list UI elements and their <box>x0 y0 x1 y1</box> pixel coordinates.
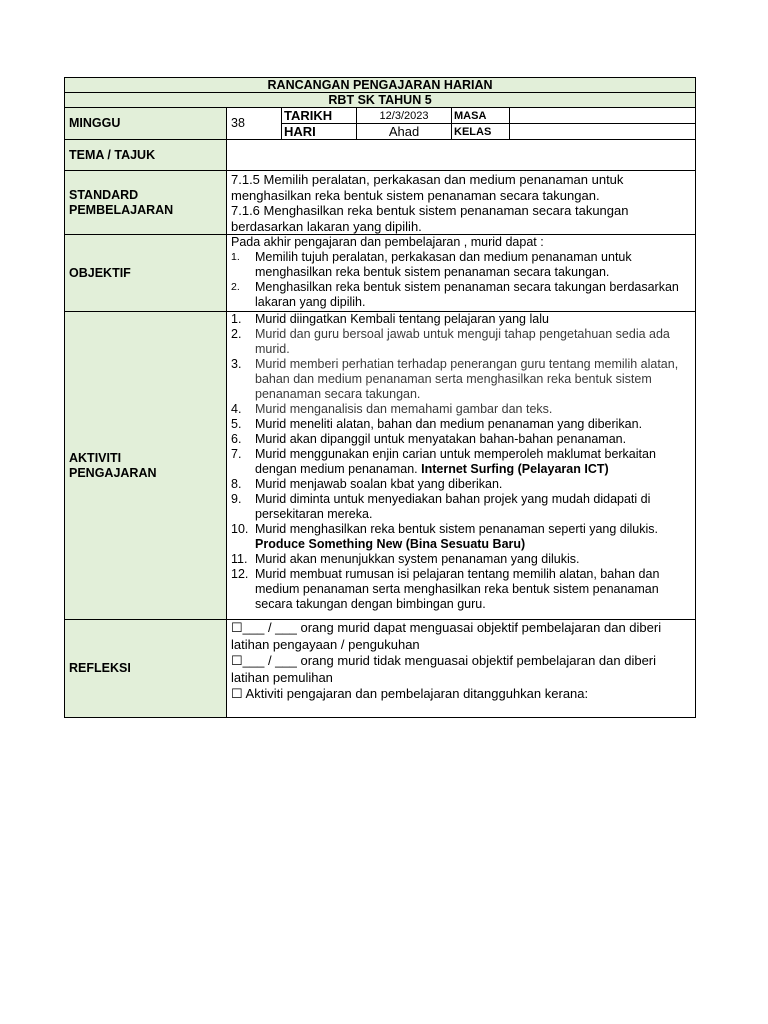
aktiviti-item-number: 2. <box>231 327 242 341</box>
aktiviti-item-text <box>255 567 691 612</box>
aktiviti-item-highlight: Internet Surfing (Pelayaran ICT) <box>421 462 609 476</box>
standard-content <box>227 171 696 235</box>
aktiviti-item <box>231 552 691 567</box>
masa-label: MASA <box>452 108 510 124</box>
aktiviti-item-number: 10. <box>231 522 249 536</box>
aktiviti-item-text <box>255 417 691 432</box>
aktiviti-item-number: 4. <box>231 402 242 416</box>
refleksi-line-3: ☐ Aktiviti pengajaran dan pembelajaran ditangguhkan kerana: <box>231 686 589 701</box>
list-item: 1. Memilih tujuh peralatan, perkakasan dan medium penanaman untuk menghasilkan reka bentuk sistem penanaman secara takungan. <box>231 250 691 280</box>
aktiviti-item-body: Murid membuat rumusan isi pelajaran tentang memilih alatan, bahan dan medium penanaman serta menghasilkan reka bentuk sistem penanaman secara takungan dengan bimbingan guru. <box>255 567 660 611</box>
aktiviti-item <box>231 402 691 417</box>
aktiviti-item-text <box>255 402 691 417</box>
lesson-plan-document <box>64 77 695 718</box>
tarikh-label: TARIKH <box>282 108 357 124</box>
aktiviti-content <box>227 312 696 620</box>
objektif-intro: Pada akhir pengajaran dan pembelajaran , murid dapat : <box>231 235 544 249</box>
kelas-label: KELAS <box>452 124 510 140</box>
aktiviti-item-number: 5. <box>231 417 242 431</box>
aktiviti-item-body: Murid memberi perhatian terhadap penerangan guru tentang memilih alatan, bahan dan medium penanaman serta menghasilkan reka bentuk sistem penanaman secara takungan. <box>255 357 679 401</box>
refleksi-label: REFLEKSI <box>65 620 227 718</box>
aktiviti-item-text <box>255 552 691 567</box>
objektif-list <box>231 250 691 310</box>
aktiviti-item-body: Murid menganalisis dan memahami gambar dan teks. <box>255 402 553 416</box>
aktiviti-item <box>231 447 691 477</box>
aktiviti-item-text <box>255 492 691 522</box>
aktiviti-item <box>231 522 691 552</box>
aktiviti-item-number: 7. <box>231 447 242 461</box>
refleksi-line-2: ☐___ / ___ orang murid tidak menguasai objektif pembelajaran dan diberi latihan pemulihan <box>231 653 657 685</box>
aktiviti-item-body: Murid akan menunjukkan system penanaman yang dilukis. <box>255 552 580 566</box>
aktiviti-item-number: 6. <box>231 432 242 446</box>
tema-label: TEMA / TAJUK <box>65 140 227 171</box>
aktiviti-item-number: 11. <box>231 552 248 566</box>
document-title: RANCANGAN PENGAJARAN HARIAN <box>65 78 696 93</box>
aktiviti-item-highlight: Produce Something New (Bina Sesuatu Baru) <box>255 537 526 551</box>
aktiviti-item-number: 12. <box>231 567 249 581</box>
aktiviti-label-text: AKTIVITI PENGAJARAN <box>69 450 157 480</box>
objektif-content <box>227 235 696 312</box>
tema-value <box>227 140 696 171</box>
refleksi-line-1: ☐___ / ___ orang murid dapat menguasai objektif pembelajaran dan diberi latihan pengayaan / pengukuhan <box>231 620 662 652</box>
aktiviti-item-text <box>255 522 691 552</box>
document-subtitle: RBT SK TAHUN 5 <box>65 93 696 108</box>
aktiviti-item-number: 3. <box>231 357 242 371</box>
aktiviti-item-text <box>255 312 691 327</box>
aktiviti-item <box>231 432 691 447</box>
aktiviti-item-body: Murid menjawab soalan kbat yang diberikan. <box>255 477 503 491</box>
masa-value <box>510 108 696 124</box>
aktiviti-item-text <box>255 447 691 477</box>
tarikh-value: 12/3/2023 <box>357 108 452 124</box>
aktiviti-item-number: 8. <box>231 477 242 491</box>
aktiviti-item <box>231 312 691 327</box>
aktiviti-item <box>231 327 691 357</box>
minggu-label: MINGGU <box>65 108 227 140</box>
aktiviti-item <box>231 492 691 522</box>
aktiviti-item-body: Murid akan dipanggil untuk menyatakan bahan-bahan penanaman. <box>255 432 627 446</box>
aktiviti-item-text <box>255 432 691 447</box>
aktiviti-item-body: Murid meneliti alatan, bahan dan medium penanaman yang diberikan. <box>255 417 643 431</box>
aktiviti-item <box>231 477 691 492</box>
minggu-value: 38 <box>227 108 282 140</box>
hari-value: Ahad <box>357 124 452 140</box>
standard-item-1: 7.1.5 Memilih peralatan, perkakasan dan medium penanaman untuk menghasilkan reka bentuk sistem penanaman secara takungan. <box>231 172 624 203</box>
refleksi-content <box>227 620 696 718</box>
aktiviti-label <box>65 312 227 620</box>
objektif-label: OBJEKTIF <box>65 235 227 312</box>
aktiviti-item-body: Murid diingatkan Kembali tentang pelajaran yang lalu <box>255 312 549 326</box>
hari-label: HARI <box>282 124 357 140</box>
aktiviti-item <box>231 357 691 402</box>
aktiviti-item-body: Murid menggunakan enjin carian untuk memperoleh maklumat berkaitan dengan medium penanaman. <box>255 447 656 476</box>
standard-item-2: 7.1.6 Menghasilkan reka bentuk sistem penanaman secara takungan berdasarkan lakaran yang dipilih. <box>231 203 629 234</box>
objektif-item-1: Memilih tujuh peralatan, perkakasan dan medium penanaman untuk menghasilkan reka bentuk sistem penanaman secara takungan. <box>255 250 632 279</box>
objektif-item-2: Menghasilkan reka bentuk sistem penanaman secara takungan berdasarkan lakaran yang dipilih. <box>255 280 679 309</box>
list-item: 2. Menghasilkan reka bentuk sistem penanaman secara takungan berdasarkan lakaran yang dipilih. <box>231 280 691 310</box>
aktiviti-item-text <box>255 327 691 357</box>
aktiviti-item-body: Murid menghasilkan reka bentuk sistem penanaman seperti yang dilukis. <box>255 522 658 536</box>
aktiviti-item-number: 1. <box>231 312 242 326</box>
standard-label-text: STANDARD PEMBELAJARAN <box>69 187 174 217</box>
aktiviti-item-text <box>255 357 691 402</box>
lesson-plan-table <box>64 77 696 718</box>
aktiviti-item-body: Murid dan guru bersoal jawab untuk menguji tahap pengetahuan sedia ada murid. <box>255 327 670 356</box>
aktiviti-list <box>231 312 691 612</box>
aktiviti-item <box>231 567 691 612</box>
aktiviti-item-body: Murid diminta untuk menyediakan bahan projek yang mudah didapati di persekitaran mereka. <box>255 492 651 521</box>
aktiviti-item-number: 9. <box>231 492 242 506</box>
standard-label <box>65 171 227 235</box>
kelas-value <box>510 124 696 140</box>
aktiviti-item-text <box>255 477 691 492</box>
aktiviti-item <box>231 417 691 432</box>
